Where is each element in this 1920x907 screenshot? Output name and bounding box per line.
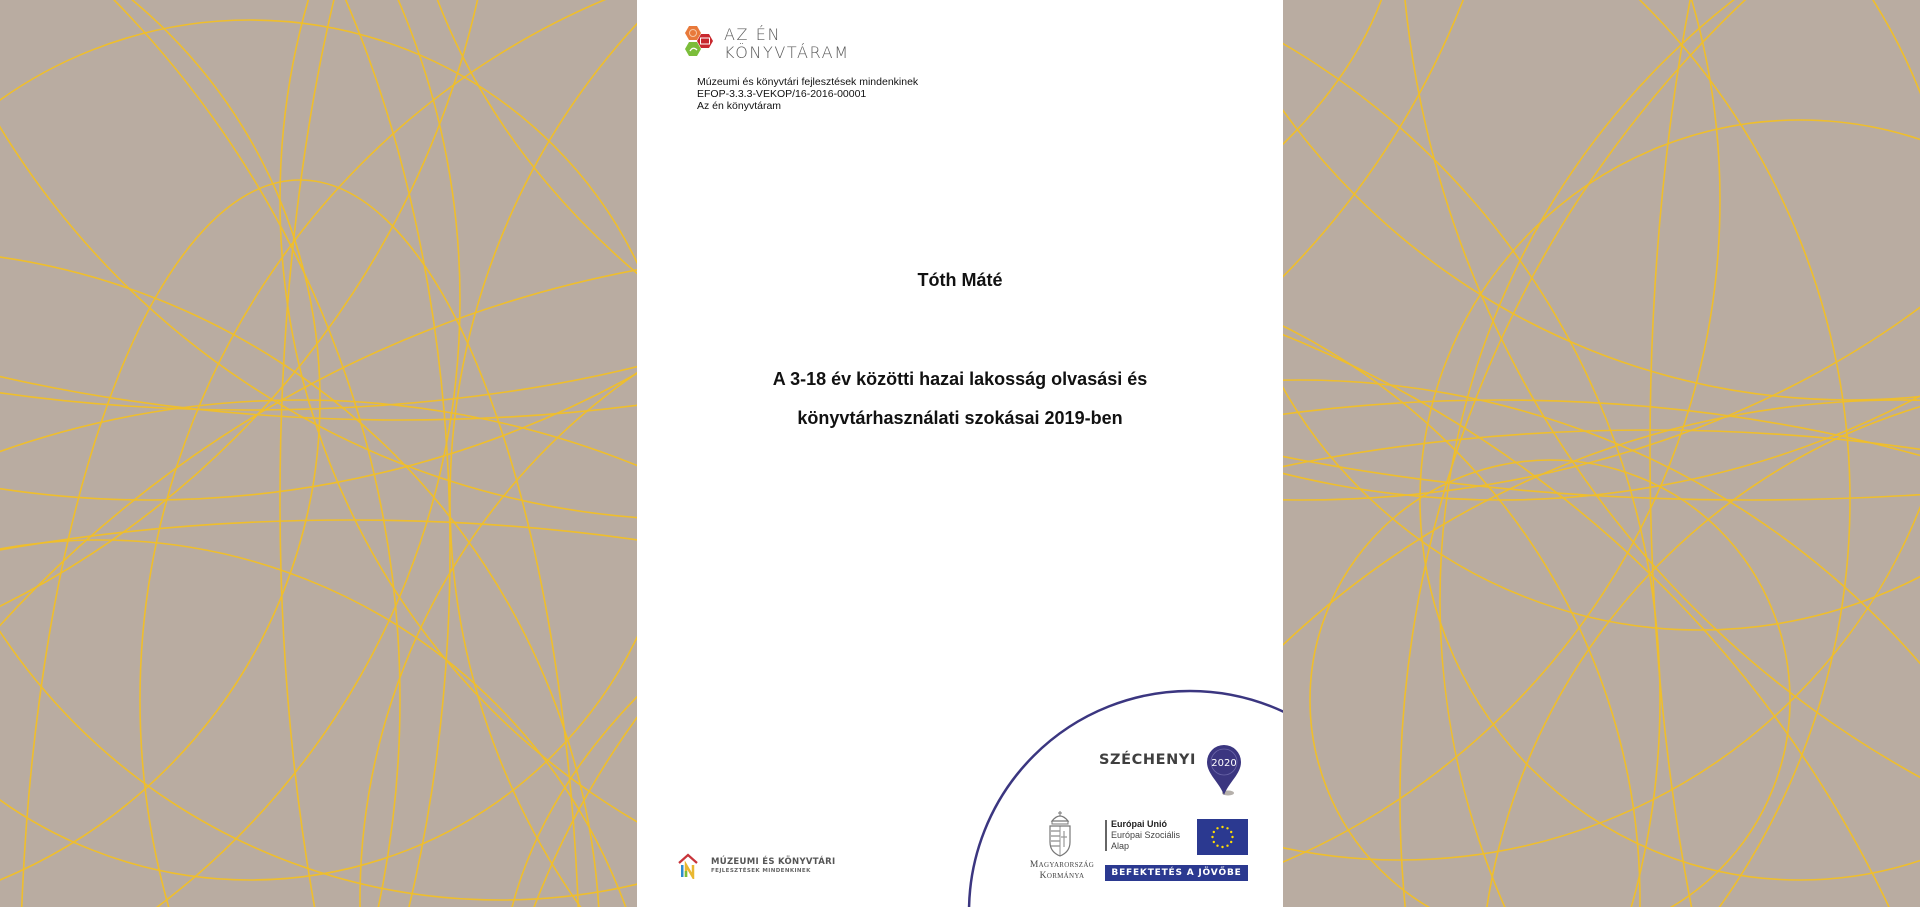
document-page: [637, 0, 1283, 907]
eu-label: [1111, 819, 1180, 852]
document-title-line2: könyvtárhasználati szokásai 2019-ben: [797, 408, 1123, 428]
museum-logo-line2: FEJLESZTÉSEK MINDENKINEK: [711, 868, 811, 874]
hungarian-coat-of-arms-icon: [1046, 809, 1074, 859]
government-line1: Magyarország: [1029, 860, 1095, 870]
logo-title-line2: KÖNYVTÁRAM: [724, 43, 850, 62]
project-name: Az én könyvtáram: [697, 100, 782, 112]
logo-title-line1: AZ ÉN: [724, 25, 782, 44]
government-label: [1017, 860, 1107, 882]
document-author: Tóth Máté: [917, 270, 1003, 290]
szechenyi-year: 2020: [1211, 758, 1237, 769]
document-title-line1: A 3-18 év közötti hazai lakosság olvasási és: [772, 369, 1148, 389]
project-code: EFOP-3.3.3-VEKOP/16-2016-00001: [697, 88, 867, 100]
government-line2: Kormánya: [1039, 871, 1085, 881]
eu-line3: Alap: [1111, 841, 1130, 851]
map-pin-icon: [1204, 743, 1244, 797]
eu-flag-icon: [1197, 819, 1248, 855]
szechenyi-arc: [637, 0, 1283, 907]
szechenyi-label: SZÉCHENYI: [1099, 752, 1196, 768]
eu-slogan-bar: BEFEKTETÉS A JÖVŐBE: [1105, 865, 1248, 881]
eu-line1: Európai Unió: [1111, 819, 1167, 829]
house-in-logo-icon: [678, 853, 698, 879]
eu-divider: [1105, 820, 1107, 851]
project-program: Múzeumi és könyvtári fejlesztések mindenkinek: [697, 76, 919, 88]
museum-logo-line1: MÚZEUMI ÉS KÖNYVTÁRI: [711, 857, 836, 867]
eu-line2: Európai Szociális: [1111, 830, 1181, 840]
